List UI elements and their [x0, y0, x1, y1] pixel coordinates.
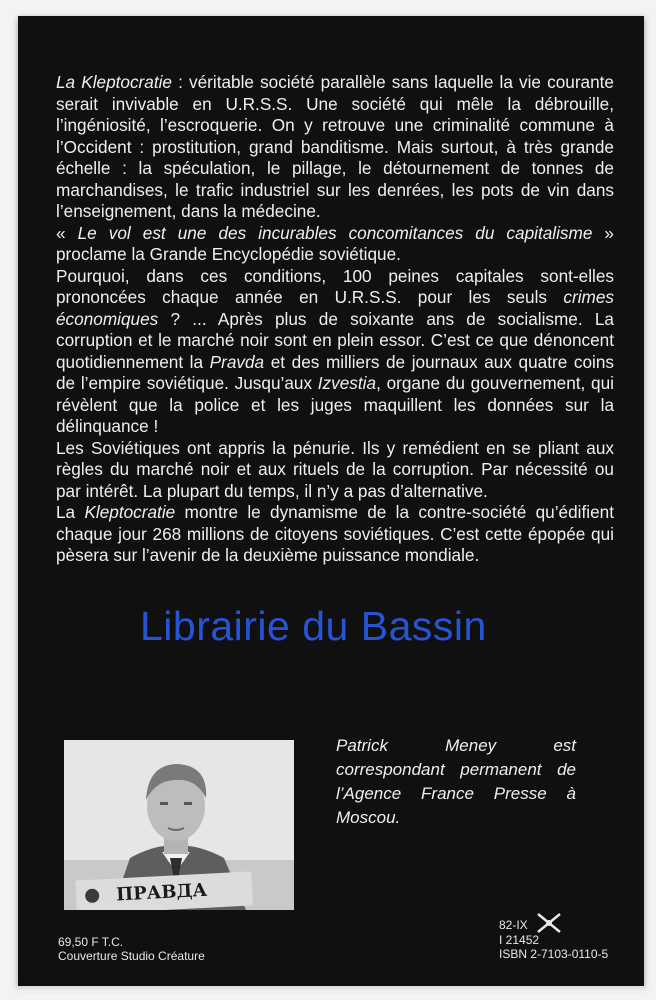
pravda-name: Pravda — [209, 351, 265, 372]
p3-part-d: , organe du gouvernement, qui révèlent que la police et les juges maquillent les données sur la délinquance ! — [56, 373, 614, 436]
book-title-italic: La Kleptocratie — [56, 72, 172, 92]
p5-part-a: La — [56, 502, 85, 522]
newspaper-masthead: ПРАВДА — [115, 879, 208, 906]
blurb-paragraph-5 — [56, 502, 614, 567]
crimes-economiques: crimes économiques — [56, 287, 614, 329]
blurb-paragraph-4: Les Soviétiques ont appris la pénurie. Ils y remédient en se pliant aux règles du marché noir et aux rituels de la corruption. Par nécessité ou par intérêt. La plupart du temps, il n’y a pas d’alternative. — [56, 437, 614, 501]
publisher-logo-icon — [536, 912, 562, 934]
isbn: ISBN 2-7103-0110-5 — [499, 947, 609, 961]
book-back-cover — [18, 16, 644, 986]
blurb-paragraph-1 — [56, 72, 614, 223]
p5-part-b: montre le dynamisme de la contre-société qu’édifient chaque jour 268 millions de citoyens soviétiques. C’est cette épopée qui pèsera sur l’avenir de la deuxième puissance mondiale. — [56, 502, 614, 565]
blurb-paragraph-2 — [56, 223, 614, 266]
p3-part-a: Pourquoi, dans ces conditions, 100 peines capitales sont-elles prononcées chaque année en U.R.S.S. pour les seuls — [56, 265, 614, 307]
blurb-paragraph-1-text: : véritable société parallèle sans laquelle la vie courante serait invivable en U.R.S.S. Une société qui mêle la débrouille, l’ingéniosité, l’escroquerie. On y retrouve une criminalité commune à l’Occident : prostitution, grand banditisme. Mais surtout, à très grande échelle : la spéculation, le pillage, le détournement de tonnes de marchandises, le trafic industriel sur les denrées, les pots de vin dans l’enseignement, dans la médecine. — [56, 72, 614, 221]
author-photo — [64, 740, 294, 910]
quote-open: « — [56, 222, 78, 243]
blurb-text — [56, 72, 614, 567]
p3-part-b: ? ... Après plus de soixante ans de socialisme. La corruption et le marché noir sont en plein essor. C’est ce que dénoncent quotidiennement la — [56, 308, 614, 372]
catalog-number: I 21452 — [499, 932, 540, 947]
p3-part-c: et des milliers de journaux aux quatre coins de l’empire soviétique. Jusqu’aux — [56, 351, 614, 393]
encyclopedia-quote: Le vol est une des incurables concomitances du capitalisme — [77, 222, 593, 243]
series-code: 82-IX — [499, 918, 528, 932]
book-title-italic-2: Kleptocratie — [84, 502, 176, 522]
quote-close: » proclame la Grande Encyclopédie soviétique. — [56, 222, 614, 264]
izvestia-name: Izvestia — [317, 373, 377, 393]
author-bio: Patrick Meney est correspondant permanent de l’Agence France Presse à Moscou. — [336, 736, 576, 827]
cover-credit: Couverture Studio Créature — [58, 949, 205, 963]
blurb-paragraph-3 — [56, 266, 614, 438]
price-label: 69,50 F T.C. — [58, 935, 124, 949]
watermark: Librairie du Bassin — [140, 603, 487, 649]
